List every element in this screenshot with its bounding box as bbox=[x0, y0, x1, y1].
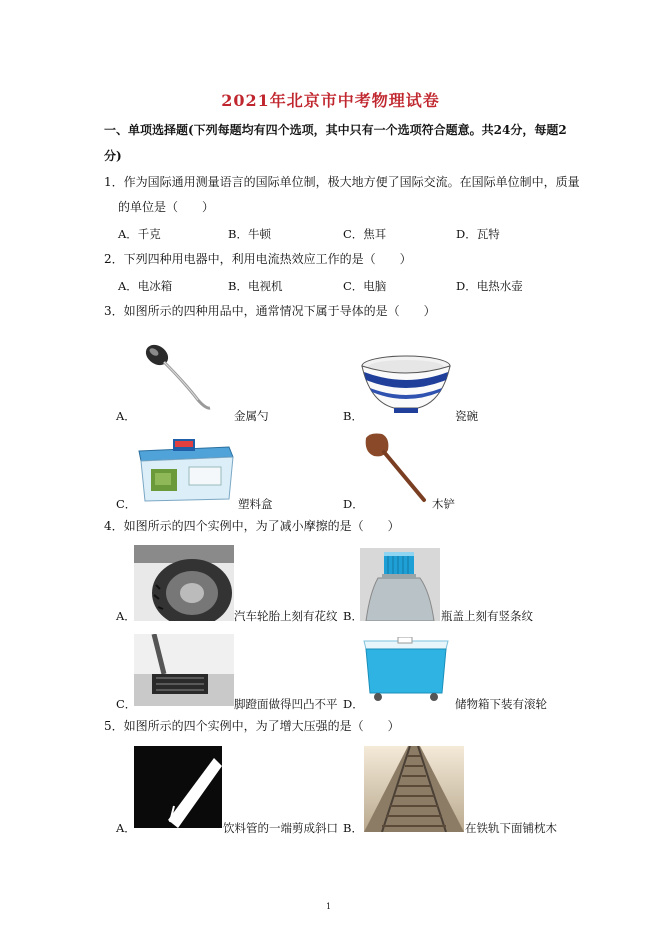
q3-option-b-letter: B． bbox=[343, 409, 363, 423]
q1-option-d: D．瓦特 bbox=[456, 227, 500, 241]
q3-option-a-label: 金属勺 bbox=[234, 409, 269, 423]
q4-option-c-letter: C． bbox=[116, 697, 137, 711]
q5-option-a-label: 饮料管的一端剪成斜口 bbox=[223, 821, 338, 835]
q5-option-b-letter: B． bbox=[343, 821, 363, 835]
q3-option-d-letter: D． bbox=[343, 497, 364, 511]
q1-option-b: B．牛顿 bbox=[228, 227, 271, 241]
car-tire-image bbox=[134, 545, 234, 621]
q4-option-d-letter: D． bbox=[343, 697, 364, 711]
cut-straw-image bbox=[134, 746, 222, 828]
spoon-image bbox=[140, 338, 215, 416]
q1-stem-line1: 1．作为国际通用测量语言的国际单位制，极大地方便了国际交流。在国际单位制中，质量 bbox=[104, 175, 580, 189]
wooden-spatula-image bbox=[360, 430, 432, 505]
document-title: 2021年北京市中考物理试卷 bbox=[221, 91, 440, 110]
q1-stem-line2: 的单位是（ ） bbox=[118, 200, 215, 214]
q2-option-d: D．电热水壶 bbox=[456, 279, 523, 293]
plastic-box-image bbox=[135, 437, 237, 505]
q4-option-a-label: 汽车轮胎上刻有花纹 bbox=[234, 609, 338, 623]
q5-option-b-label: 在铁轨下面铺枕木 bbox=[465, 821, 557, 835]
q4-option-b-label: 瓶盖上刻有竖条纹 bbox=[441, 609, 533, 623]
q3-option-d-label: 木铲 bbox=[432, 497, 455, 511]
bike-pedal-image bbox=[134, 634, 234, 706]
q4-option-b-letter: B． bbox=[343, 609, 363, 623]
q5-option-a-letter: A． bbox=[116, 821, 136, 835]
q3-option-c-letter: C． bbox=[116, 497, 137, 511]
q4-option-a-letter: A． bbox=[116, 609, 136, 623]
storage-box-image bbox=[362, 637, 450, 703]
bottle-cap-image bbox=[360, 548, 440, 621]
q1-option-c: C．焦耳 bbox=[343, 227, 387, 241]
section-heading-line1: 一、单项选择题(下列每题均有四个选项，其中只有一个选项符合题意。共24分，每题2 bbox=[104, 123, 567, 137]
porcelain-bowl-image bbox=[360, 354, 453, 416]
section-heading-line2: 分) bbox=[104, 149, 122, 163]
q4-stem: 4．如图所示的四个实例中，为了减小摩擦的是（ ） bbox=[104, 519, 400, 533]
q3-stem: 3．如图所示的四种用品中，通常情况下属于导体的是（ ） bbox=[104, 304, 436, 318]
q3-option-c-label: 塑料盒 bbox=[238, 497, 273, 511]
q3-option-a-letter: A． bbox=[116, 409, 136, 423]
q5-stem: 5．如图所示的四个实例中，为了增大压强的是（ ） bbox=[104, 719, 400, 733]
q4-option-d-label: 储物箱下装有滚轮 bbox=[455, 697, 547, 711]
q2-option-a: A．电冰箱 bbox=[118, 279, 173, 293]
railway-track-image bbox=[364, 746, 464, 832]
page-number: 1 bbox=[326, 902, 332, 911]
q3-option-b-label: 瓷碗 bbox=[455, 409, 478, 423]
q2-option-c: C．电脑 bbox=[343, 279, 387, 293]
q4-option-c-label: 脚蹬面做得凹凸不平 bbox=[234, 697, 338, 711]
q1-option-a: A．千克 bbox=[118, 227, 161, 241]
q2-option-b: B．电视机 bbox=[228, 279, 283, 293]
q2-stem: 2．下列四种用电器中，利用电流热效应工作的是（ ） bbox=[104, 252, 412, 266]
